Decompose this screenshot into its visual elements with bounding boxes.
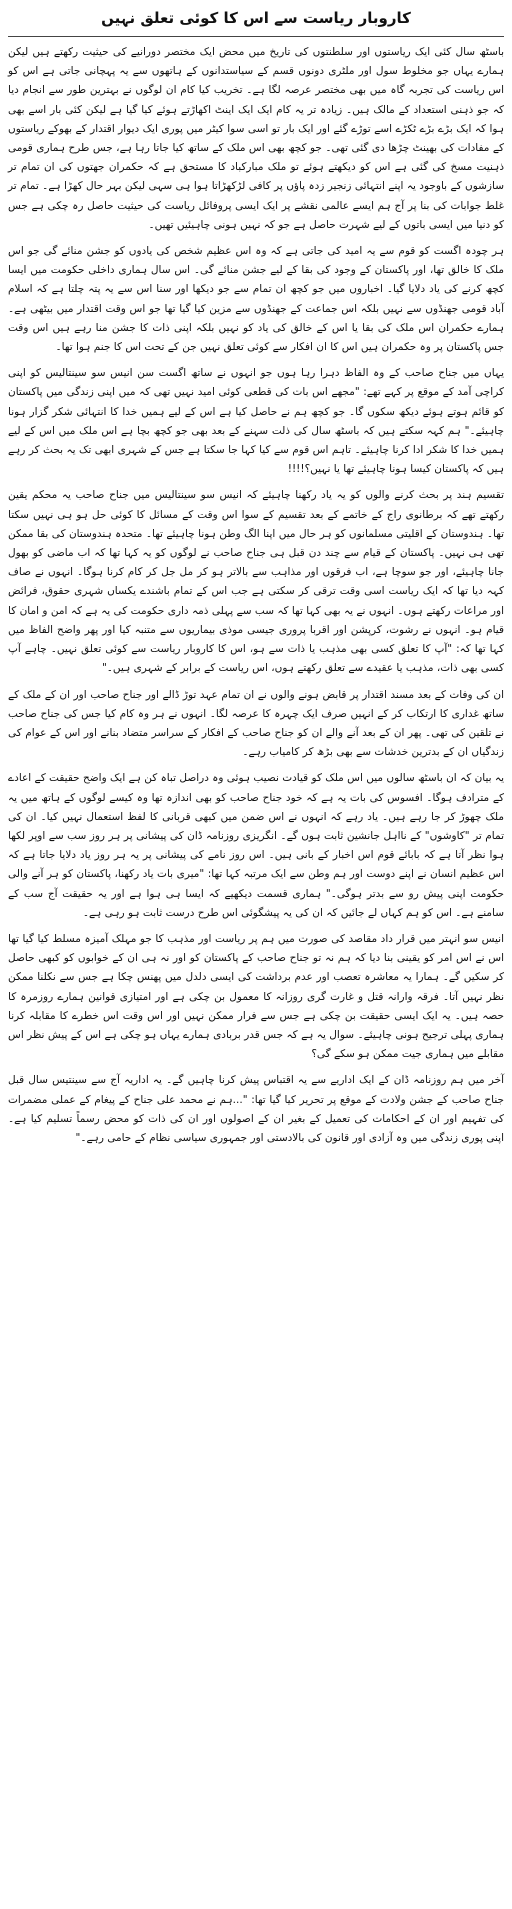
- headline-divider: [8, 36, 504, 37]
- article-paragraph: باسٹھ سال کئی ایک ریاستوں اور سلطنتوں کی تاریخ میں محض ایک مختصر دورانیے کی حیثیت رکھتے ہیں لیکن ہمارے یہاں جو مخلوط سول اور ملٹری دونوں قسم کے سیاستدانوں کے ہاتھوں سے یہ پہچانی جاتی ہے اس کو اس ریاست کی تجربہ گاہ میں بھی مختصر عرصہ لگا ہے۔ تخریب کیا کام ان لوگوں نے بہترین طور سے انجام دیا کہ جو ذہنی استعداد کے مالک ہیں۔ زیادہ تر یہ کام ایک ایک اینٹ اکھاڑتے ہوئے کیا گیا ہے لیکن کئی بار اسے بھی ہوا کہ ایک بڑے بڑے ٹکڑے اسے توڑے گئے اور ایک بار تو اسی سوا کیٹر میں پوری ایک دیوار اقتدار کے بھوکے ریاستوں کے مفادات کی بھینٹ چڑھا دی گئی تھی۔ جو کچھ بھی اس ملک کے ساتھ کیا جاتا رہا ہے، جس طرح ہماری قومی ذہنیت مسخ کی گئی ہے اس کو دیکھتے ہوئے تو ملک مبارکباد کا مستحق ہے کہ حکمران جھتوں کی ان تمام تر سازشوں کے باوجود یہ اپنے انتہائی زنجیر زدہ پاؤں پر کافی لڑکھڑاتا ہوا ہی سہی لیکن بہر حال کھڑا ہے۔ تمام تر غلط جوابات کی بنا پر آج ہم ایسے عالمی نقشے پر ایک ایسی پروفائل ریاست کی حیثیت حاصل رہ چکی ہے جس کو دنیا میں ایسی باتوں کے لیے شہرت حاصل ہے جو کہ نہیں ہونی چاہیئیں تھیں۔: [8, 46, 504, 231]
- article-paragraph: تقسیم ہند پر بحث کرنے والوں کو یہ یاد رکھنا چاہیئے کہ انیس سو سینتالیس میں جناح صاحب یہ محکم یقین رکھتے تھے کہ برطانوی راج کے خاتمے کے بعد تقسیم کے سوا اس وقت کے مسائل کا کوئی حل ہو ہی نہیں سکتا تھا۔ ہندوستان کے اقلیتی مسلمانوں کو ہر حال میں اپنا الگ وطن ہونا چاہیئے تھا۔ متحدہ ہندوستان کی بقا ممکن تھی ہی نہیں۔ پاکستان کے قیام سے چند دن قبل ہی جناح صاحب نے لوگوں کو یہ کہا تھا کہ اب ماضی کو بھول جانا چاہیئے، اور جو سوچا ہے، اب فرقوں اور مذاہب سے بالاتر ہو کر مل جل کر کام کرنا ہوگا۔ انہوں نے صاف کہہ دیا تھا کہ ایک ریاست اسی وقت ترقی کر سکتی ہے جب اس کے تمام باشندے یکساں شہری حقوق، فرائض اور مراعات رکھتے ہوں۔ انہوں نے یہ بھی کہا تھا کہ سب سے پہلی ذمہ داری حکومت کی یہ ہے کہ امن و امان کا قیام ہو۔ انہوں نے رشوت، کرپشن اور اقربا پروری جیسی موذی بیماریوں سے متنبہ کیا اور پھر واضح الفاظ میں کہا تھا کہ: "آپ کا تعلق کسی بھی مذہب یا ذات سے ہو، اس کا کاروبار ریاست سے کوئی تعلق نہیں۔ چاہے آپ کسی بھی ذات، مذہب یا عقیدے سے تعلق رکھتے ہوں، اس ریاست کے برابر کے شہری ہیں۔": [8, 489, 504, 675]
- article-paragraph: انیس سو انہتر میں قرار داد مقاصد کی صورت میں ہم پر ریاست اور مذہب کا جو مہلک آمیزہ مسلط کیا گیا تھا اس نے اس امر کو یقینی بنا دیا کہ ہم نہ تو جناح صاحب کے پاکستان کو اور نہ ہی ان کے خوابوں کو کبھی حاصل کر سکیں گے۔ ہمارا یہ معاشرہ تعصب اور عدم برداشت کی ایسی دلدل میں پھنس چکا ہے جس سے نکلنا ممکن نظر نہیں آتا۔ فرقہ وارانہ قتل و غارت گری روزانہ کا معمول بن چکی ہے اور امتیازی قوانین ہمارے روزمرہ کا حصہ ہیں۔ یہ ایک ایسی حقیقت بن چکی ہے جس سے فرار ممکن نہیں اور اس وقت اس خطرے کا مقابلہ کرنا ہماری پہلی ترجیح ہونی چاہیئے۔ سوال یہ ہے کہ جس قدر بربادی ہمارے یہاں ہو چکی ہے اس کے پیش نظر اس مقابلے میں ہماری جیت ممکن ہو سکے گی؟: [8, 932, 504, 1061]
- article-paragraph: آخر میں ہم روزنامہ ڈان کے ایک اداریے سے یہ اقتباس پیش کرنا چاہیں گے۔ یہ اداریہ آج سے سینتیس سال قبل جناح صاحب کے جشن ولادت کے موقع پر تحریر کیا گیا تھا: "...ہم نے محمد علی جناح کے پیغام کے عملی مضمرات کی تفہیم اور ان کے احکامات کی تعمیل کے بغیر ان کے اصولوں اور ان کی ذات کو محض رسماً تسلیم کیا ہے۔ اپنی پوری زندگی میں وہ آزادی اور قانون کی بالادستی اور جمہوری سیاسی نظام کے حامی رہے۔": [8, 1074, 504, 1144]
- article-headline: کاروبار ریاست سے اس کا کوئی تعلق نہیں: [101, 9, 411, 27]
- article-paragraph: ہر چودہ اگست کو قوم سے یہ امید کی جاتی ہے کہ وہ اس عظیم شخص کی یادوں کو جشن منائے گی جو اس ملک کا خالق تھا، اور پاکستان کے وجود کی بقا کے لیے جشن منائے گی۔ اس سال ہماری داخلی حکومت میں ایسا کچھ کرنے کی یاد دلایا گیا۔ اخباروں میں جو کچھ ان تمام سے جو دیکھا اور سنا اس سے یہ پتہ چلتا ہے کہ اسلام آباد قومی جھنڈوں سے نہیں بلکہ اس جماعت کے جھنڈوں سے مزین کیا گیا تھا جو اس وقت اقتدار میں بیٹھی ہے۔ ہمارے حکمران اس ملک کی بقا یا اس کے خالق کی یاد کو نہیں بلکہ اپنی ذات کا جشن منا رہے ہیں اس وقت جس پاکستان پر وہ حکمران ہیں اس کا ان افکار سے کوئی تعلق نہیں جن کے تحت اس کا جنم ہوا تھا۔: [8, 245, 504, 354]
- article-paragraph: یہ بیان کہ ان باسٹھ سالوں میں اس ملک کو قیادت نصیب ہوئی وہ دراصل تباہ کن ہے ایک واضح حقیقت کے اعادے کے مترادف ہوگا۔ افسوس کی بات یہ ہے کہ خود جناح صاحب کو بھی اندازہ تھا وہ کیسے لوگوں کے ہاتھ میں یہ ملک چھوڑ کر جا رہے ہیں۔ یاد رہے کہ انہوں نے اس ضمن میں کبھی قربانی کا لفظ استعمال نہیں کیا۔ ان کی تمام تر "کاوشوں" کے نااہل جانشین ثابت ہوں گے۔ انگریزی روزنامہ ڈان کی پیشانی پر ہر روز سب سے اوپر لکھا ہوا نظر آتا ہے کہ بابائے قوم اس اخبار کے بانی ہیں۔ اس روز نامے کی پیشانی پر یہ ہر روز یاد دلایا جاتا ہے کہ اس عظیم انسان نے اپنے دوست اور ہم وطن سے ایک مرتبہ کہا تھا: "میری بات یاد رکھنا، پاکستان کو ہر آنے والی حکومت اپنی پیش رو سے بدتر ہوگی۔" ہماری قسمت دیکھیے کہ ایسا ہی ہوا ہے اور یہ حقیقت آج سب کے سامنے ہے۔ اس کو ہم کہاں لے جائیں کہ ان کی یہ پیشگوئی اس طرح درست ثابت ہو رہی ہے۔: [8, 772, 504, 919]
- article-paragraph: یہاں میں جناح صاحب کے وہ الفاظ دہرا رہا ہوں جو انہوں نے ساتھ اگست سن انیس سو سینتالیس کو اپنی کراچی آمد کے موقع پر کہے تھے: "مجھے اس بات کی قطعی کوئی امید نہیں تھی کہ میں اپنی زندگی میں پاکستان کو قائم ہوتے ہوئے دیکھ سکوں گا۔ جو کچھ ہم نے حاصل کیا ہے اس کے لیے ہمیں خدا کا انتہائی شکر گزار ہونا چاہیئے۔" ہم کہہ سکتے ہیں کہ باسٹھ سال کی ذلت سہنے کے بعد بھی جو کچھ بچا ہے اس ملک میں اس کے لیے ہمیں خدا کا شکر ادا کرنا چاہیئے۔ تاہم اس قوم سے کیا کہا جا سکتا ہے جس کے شہری ابھی تک یہ بحث کر رہے ہیں کہ پاکستان کیسا ہونا چاہیئے تھا یا نہیں؟!!!!: [8, 367, 504, 476]
- article-paragraph: ان کی وفات کے بعد مسند اقتدار پر قابض ہونے والوں نے ان تمام عہد توڑ ڈالے اور جناح صاحب اور ان کے ملک کے ساتھ غداری کا ارتکاب کر کے انہیں صرف ایک چہرہ کا عرصہ لگا۔ انہوں نے ہر وہ کام کیا جس کی جناح صاحب نے تلقین کی تھی۔ پھر ان کے بعد آنے والے ان کو جناح صاحب کے افکار کے سراسر متضاد بنانے اور اس کے عوام کی زندگیاں ان کے بدترین خدشات سے بھی بڑھ کر کامیاب رہے۔: [8, 688, 504, 759]
